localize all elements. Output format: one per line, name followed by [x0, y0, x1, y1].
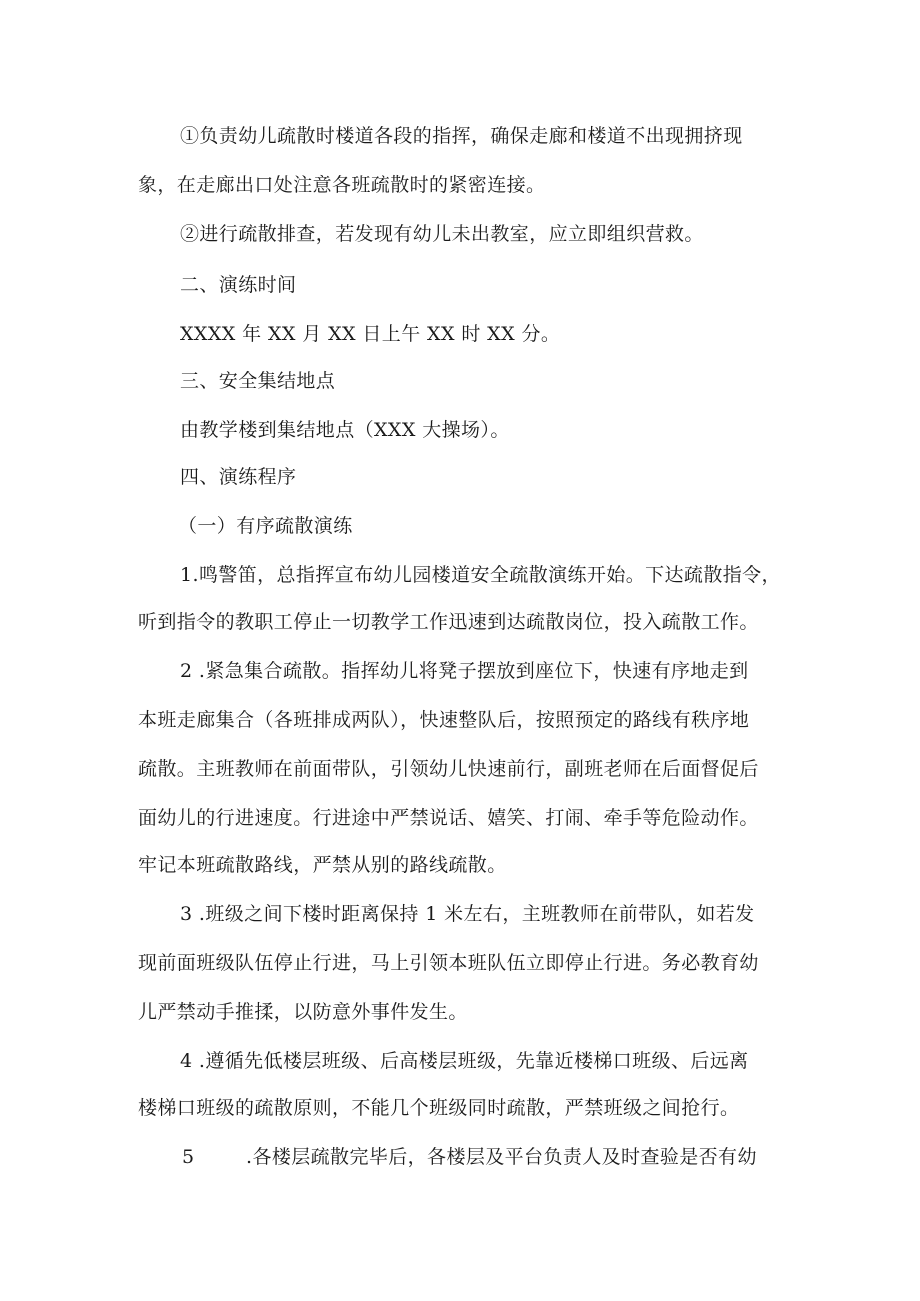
step2-line4: 面幼儿的行进速度。行进途中严禁说话、嬉笑、打闹、牵手等危险动作。	[138, 807, 759, 829]
para1-line1: ①负责幼儿疏散时楼道各段的指挥，确保走廊和楼道不出现拥挤现	[180, 125, 743, 147]
step2-line3: 疏散。主班教师在前面带队，引领幼儿快速前行，副班老师在后面督促后	[138, 758, 759, 780]
step3-line3: 儿严禁动手推揉，以防意外事件发生。	[138, 1001, 468, 1023]
heading-drill-procedure: 四、演练程序	[180, 466, 297, 488]
step3-line1: 3 .班级之间下楼时距离保持 1 米左右，主班教师在前带队，如若发	[180, 903, 755, 925]
subheading-orderly-evacuation: （一）有序疏散演练	[178, 515, 353, 537]
step5-number: 5	[182, 1146, 195, 1168]
heading-assembly-point: 三、安全集结地点	[180, 370, 336, 392]
para2: ②进行疏散排查，若发现有幼儿未出教室，应立即组织营救。	[180, 223, 704, 245]
step3-line2: 现前面班级队伍停止行进，马上引领本班队伍立即停止行进。务必教育幼	[138, 952, 759, 974]
step2-line5: 牢记本班疏散路线，严禁从别的路线疏散。	[138, 854, 507, 876]
step4-line1: 4 .遵循先低楼层班级、后高楼层班级，先靠近楼梯口班级、后远离	[180, 1050, 749, 1072]
drill-time-text: XXXX 年 XX 月 XX 日上午 XX 时 XX 分。	[180, 323, 561, 345]
step2-line2: 本班走廊集合（各班排成两队），快速整队后，按照预定的路线有秩序地	[138, 709, 750, 731]
step1-line2: 听到指令的教职工停止一切教学工作迅速到达疏散岗位，投入疏散工作。	[138, 611, 759, 633]
step5-text: .各楼层疏散完毕后，各楼层及平台负责人及时查验是否有幼	[246, 1146, 757, 1168]
step4-line2: 楼梯口班级的疏散原则，不能几个班级同时疏散，严禁班级之间抢行。	[138, 1097, 740, 1119]
assembly-point-text: 由教学楼到集结地点（XXX 大操场）。	[180, 419, 510, 441]
step2-line1: 2 .紧急集合疏散。指挥幼儿将凳子摆放到座位下，快速有序地走到	[180, 660, 749, 682]
step1-line1: 1.鸣警笛，总指挥宣布幼儿园楼道安全疏散演练开始。下达疏散指令，	[180, 564, 781, 586]
heading-drill-time: 二、演练时间	[180, 274, 297, 296]
para1-line2: 象，在走廊出口处注意各班疏散时的紧密连接。	[138, 174, 546, 196]
